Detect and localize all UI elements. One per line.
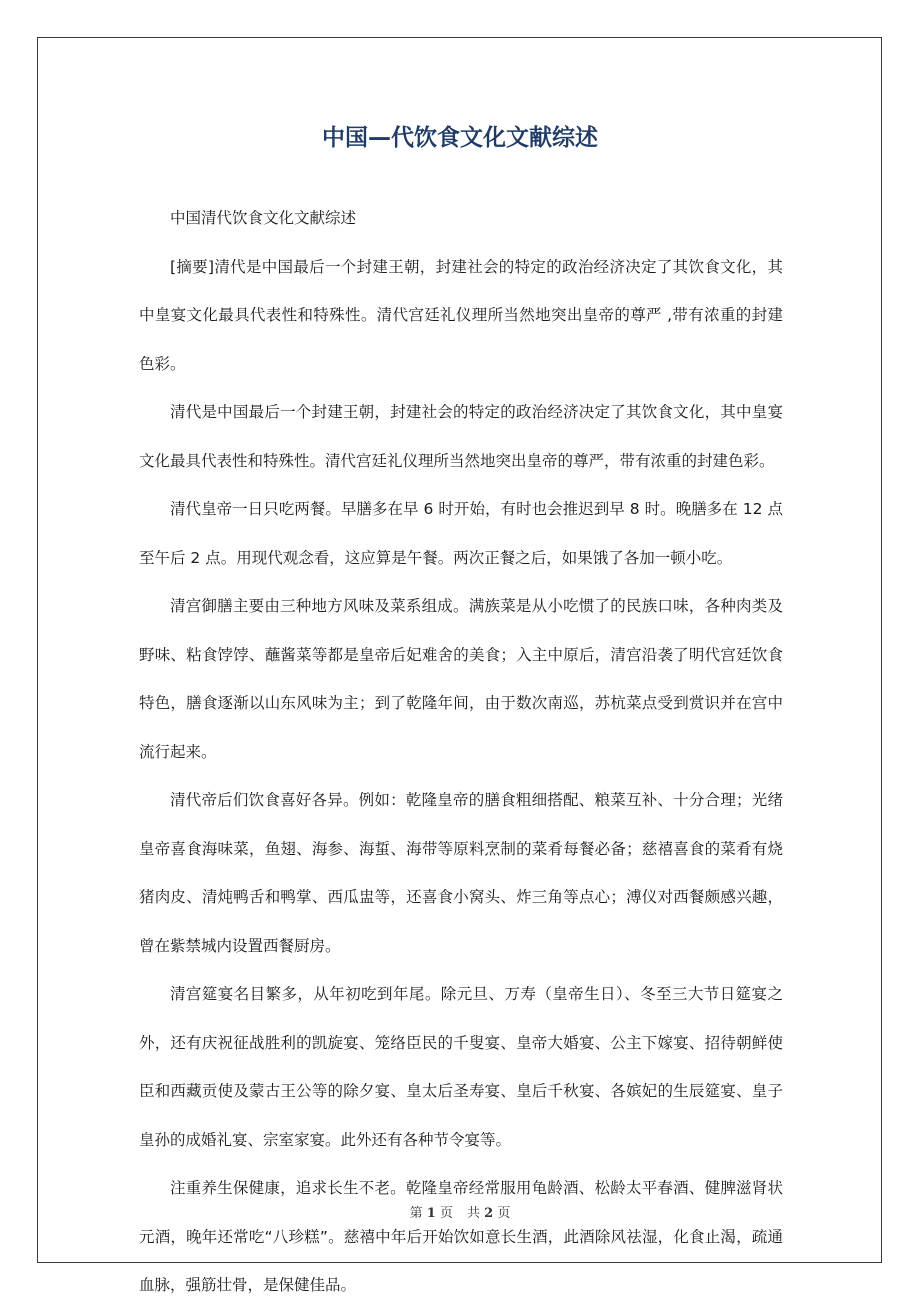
page-prefix: 第 <box>409 1206 423 1221</box>
total-suffix: 页 <box>497 1206 511 1221</box>
paragraph-abstract: [摘要]清代是中国最后一个封建王朝，封建社会的特定的政治经济决定了其饮食文化，其中皇宴文化最具代表性和特殊性。清代宫廷礼仪理所当然地突出皇帝的尊严 ,带有浓重的封建色彩。 <box>139 257 783 373</box>
paragraph-health: 注重养生保健康，追求长生不老。乾隆皇帝经常服用龟龄酒、松龄太平春酒、健脾滋肾状元酒，晚年还常吃“八珍糕”。慈禧中年后开始饮如意长生酒，此酒除风祛湿，化食止渴，疏通血脉，强筋壮骨，是保健佳品。 <box>139 1179 783 1294</box>
page-current: 1 <box>426 1206 436 1221</box>
paragraph-meals: 清代皇帝一日只吃两餐。早膳多在早 6 时开始，有时也会推迟到早 8 时。晚膳多在 12 点至午后 2 点。用现代观念看，这应算是午餐。两次正餐之后，如果饿了各加一顿小吃。 <box>139 500 783 567</box>
document-body <box>139 194 783 1310</box>
paragraph-cuisines: 清宫御膳主要由三种地方风味及菜系组成。满族菜是从小吃惯了的民族口味，各种肉类及野味、粘食饽饽、蘸酱菜等都是皇帝后妃难舍的美食；入主中原后，清宫沿袭了明代宫廷饮食特色，膳食逐渐以山东风味为主；到了乾隆年间，由于数次南巡，苏杭菜点受到赏识并在宫中流行起来。 <box>139 597 783 761</box>
paragraph-preferences: 清代帝后们饮食喜好各异。例如：乾隆皇帝的膳食粗细搭配、粮菜互补、十分合理；光绪皇帝喜食海味菜，鱼翅、海参、海蜇、海带等原料烹制的菜肴每餐必备；慈禧喜食的菜肴有烧猪肉皮、清炖鸭舌和鸭掌、西瓜盅等，还喜食小窝头、炸三角等点心；溥仪对西餐颇感兴趣，曾在紫禁城内设置西餐厨房。 <box>139 791 783 955</box>
paragraph-intro: 清代是中国最后一个封建王朝，封建社会的特定的政治经济决定了其饮食文化，其中皇宴文化最具代表性和特殊性。清代宫廷礼仪理所当然地突出皇帝的尊严，带有浓重的封建色彩。 <box>139 403 783 470</box>
paragraph-banquets: 清宫筵宴名目繁多，从年初吃到年尾。除元旦、万寿（皇帝生日）、冬至三大节日筵宴之外，还有庆祝征战胜利的凯旋宴、笼络臣民的千叟宴、皇帝大婚宴、公主下嫁宴、招待朝鲜使臣和西藏贡使及蒙古王公等的除夕宴、皇太后圣寿宴、皇后千秋宴、各嫔妃的生辰筵宴、皇子皇孙的成婚礼宴、宗室家宴。此外还有各种节令宴等。 <box>139 985 783 1149</box>
page-total: 2 <box>484 1206 494 1221</box>
page-footer <box>0 1204 920 1224</box>
page-suffix: 页 <box>439 1206 453 1221</box>
paragraph-subtitle: 中国清代饮食文化文献综述 <box>170 209 357 227</box>
total-prefix: 共 <box>467 1206 481 1221</box>
document-title: 中国—代饮食文化文献综述 <box>322 125 598 151</box>
